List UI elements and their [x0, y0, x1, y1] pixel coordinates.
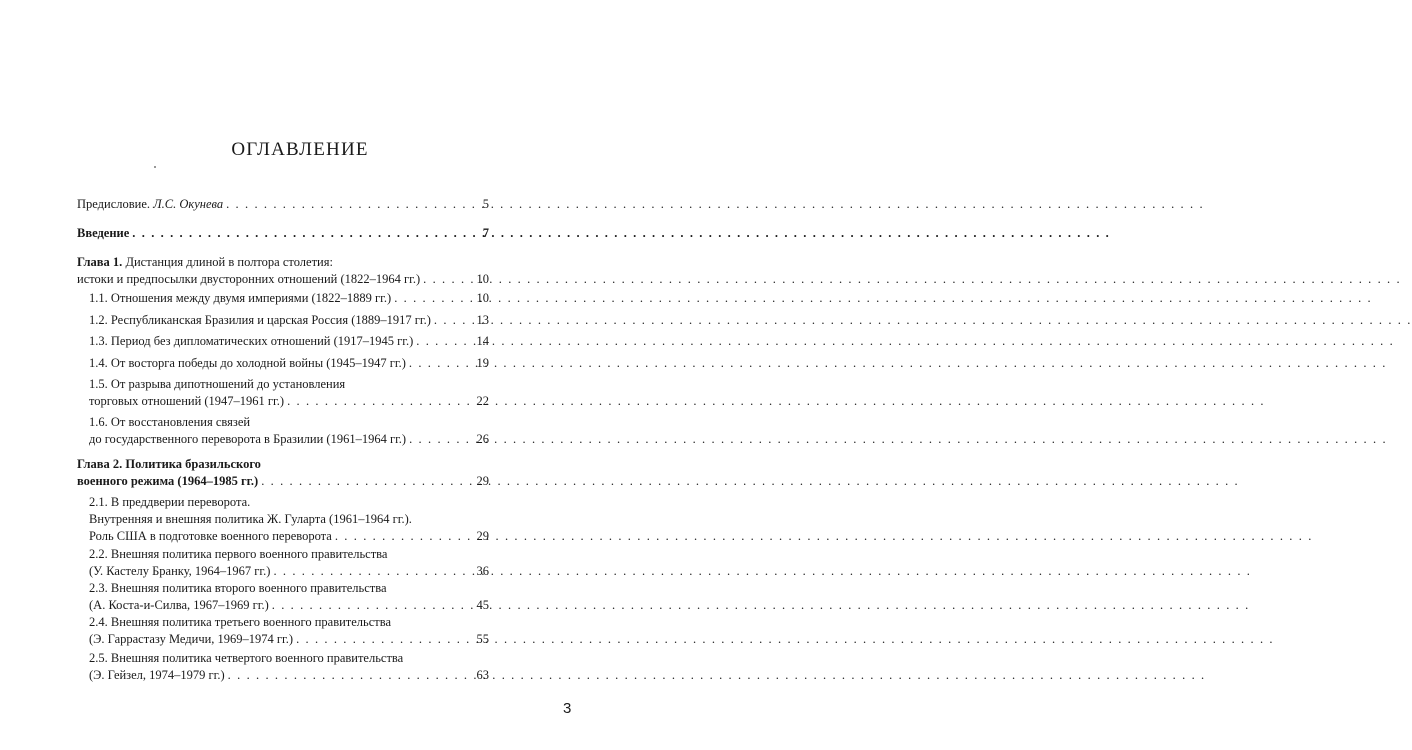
- paper-speck: [154, 166, 156, 168]
- toc-entry-text: (А. Коста-и-Силва, 1967–1969 гг.): [89, 598, 269, 612]
- toc-page-number: 26: [476, 432, 489, 446]
- dot-leader: [409, 431, 472, 448]
- toc-entry-text: Внутренняя и внешняя политика Ж. Гуларта (1961–1964 гг.).: [89, 512, 412, 526]
- toc-page-number: 10: [476, 272, 489, 286]
- toc-entry-text: 2.5. Внешняя политика четвертого военного правительства: [89, 651, 404, 665]
- toc-entry-text: 2.1. В преддверии переворота.: [89, 495, 251, 509]
- toc-entry-2-4: [89, 614, 489, 648]
- page-title: ОГЛАВЛЕНИЕ: [231, 139, 369, 160]
- toc-entry-text: Введение: [77, 226, 130, 240]
- toc-page-number: 55: [476, 632, 489, 646]
- toc-entry-1-2: [89, 312, 489, 329]
- toc-entry-introduction: [77, 225, 489, 242]
- toc-entry-text: до государственного переворота в Бразилии (1961–1964 гг.): [89, 432, 407, 446]
- dot-leader: [228, 667, 472, 684]
- dot-leader: [273, 563, 472, 580]
- toc-page-number: 7: [482, 226, 489, 240]
- dot-leader: [423, 271, 472, 288]
- toc-entry-1-5: [89, 376, 489, 410]
- toc-entry-text: Глава 1. Дистанция длиной в полтора столетия:: [77, 255, 333, 269]
- toc-entry-text: 1.5. От разрыва дипотношений до установления: [89, 377, 346, 391]
- toc-entry-1-3: [89, 333, 489, 350]
- toc-entry-text: 1.3. Период без дипломатических отношений (1917–1945 гг.): [89, 334, 414, 348]
- toc-entry-text: истоки и предпосылки двусторонних отношений (1822–1964 гг.): [77, 272, 421, 286]
- toc-page-number: 10: [476, 291, 489, 305]
- book-page: [0, 0, 600, 750]
- toc-entry-text: Предисловие.: [77, 197, 154, 211]
- toc-entry-text: 1.6. От восстановления связей: [89, 415, 251, 429]
- toc-page-number: 36: [476, 564, 489, 578]
- table-of-contents: [77, 0, 489, 750]
- toc-entry-2-1: [89, 494, 489, 545]
- toc-entry-text: 2.2. Внешняя политика первого военного правительства: [89, 547, 388, 561]
- dot-leader: [132, 225, 472, 242]
- toc-page-number: 19: [476, 356, 489, 370]
- toc-entry-text: (У. Кастелу Бранку, 1964–1967 гг.): [89, 564, 271, 578]
- toc-entry-2-3: [89, 580, 489, 614]
- toc-page-number: 5: [482, 197, 489, 211]
- toc-entry-1-6: [89, 414, 489, 448]
- toc-page-number: 29: [476, 529, 489, 543]
- dot-leader: [226, 196, 472, 213]
- dot-leader: [272, 597, 472, 614]
- toc-entry-text: 1.1. Отношения между двумя империями (1822–1889 гг.): [89, 291, 392, 305]
- toc-entry-chapter-2: [77, 456, 489, 490]
- dot-leader: [287, 393, 472, 410]
- toc-entry-text: 1.4. От восторга победы до холодной войны (1945–1947 гг.): [89, 356, 406, 370]
- toc-page-number: 14: [476, 334, 489, 348]
- toc-entry-1-4: [89, 355, 489, 372]
- dot-leader: [416, 333, 472, 350]
- toc-page-number: 63: [476, 668, 489, 682]
- toc-page-number: 29: [476, 474, 489, 488]
- toc-page-number: 45: [476, 598, 489, 612]
- toc-entry-2-2: [89, 546, 489, 580]
- toc-entry-text: (Э. Гаррастазу Медичи, 1969–1974 гг.): [89, 632, 294, 646]
- toc-entry-1-1: [89, 290, 489, 307]
- toc-entry-text: Роль США в подготовке военного переворота: [89, 529, 332, 543]
- toc-page-number: 13: [476, 313, 489, 327]
- toc-entry-text: Глава 2. Политика бразильского: [77, 457, 261, 471]
- toc-entry-preface: [77, 196, 489, 213]
- dot-leader: [335, 528, 472, 545]
- toc-entry-text: военного режима (1964–1985 гг.): [77, 474, 259, 488]
- toc-entry-text: торговых отношений (1947–1961 гг.): [89, 394, 285, 408]
- toc-page-number: 22: [476, 394, 489, 408]
- toc-entry-chapter-1-heading: [77, 254, 489, 271]
- dot-leader: [434, 312, 472, 329]
- toc-entry-author: Л.С. Окунева: [153, 197, 224, 211]
- dot-leader: [261, 473, 472, 490]
- toc-entry-text: 1.2. Республиканская Бразилия и царская Россия (1889–1917 гг.): [89, 313, 431, 327]
- toc-entry-text: 2.3. Внешняя политика второго военного правительства: [89, 581, 387, 595]
- page-number: 3: [563, 700, 572, 717]
- toc-entry-text: 2.4. Внешняя политика третьего военного правительства: [89, 615, 392, 629]
- toc-entry-2-5: [89, 650, 489, 684]
- dot-leader: [296, 631, 472, 648]
- toc-entry-text: (Э. Гейзел, 1974–1979 гг.): [89, 668, 225, 682]
- dot-leader: [394, 290, 472, 307]
- dot-leader: [409, 355, 472, 372]
